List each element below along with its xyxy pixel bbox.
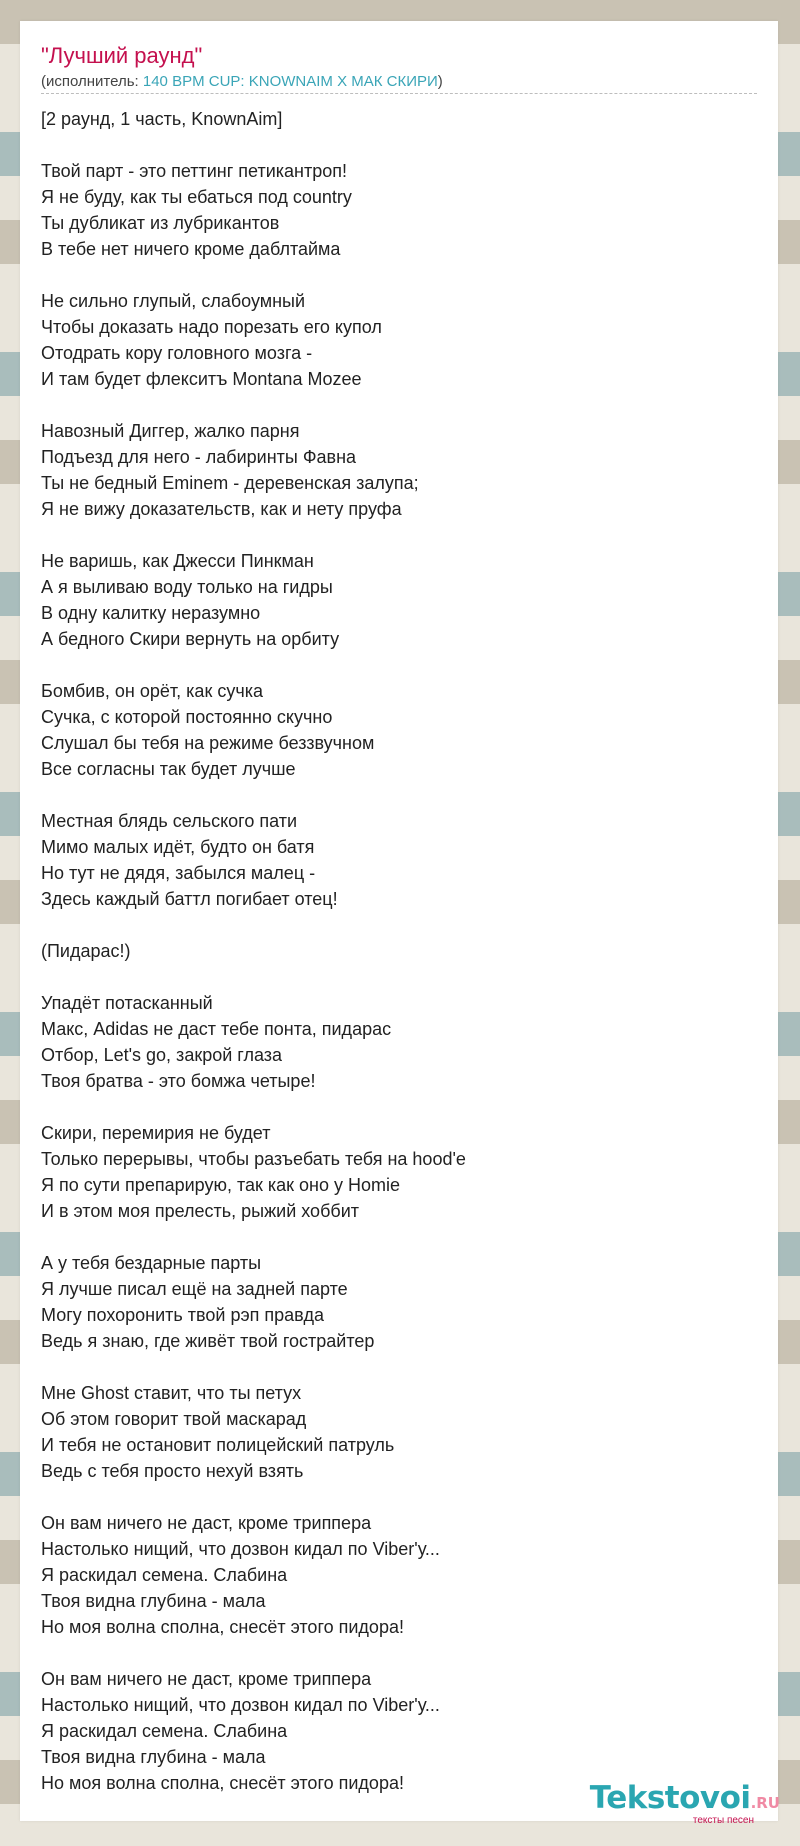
lyrics-line: Отодрать кору головного мозга - <box>41 343 313 363</box>
logo-subtitle: тексты песен <box>692 1815 754 1826</box>
lyrics-line: Чтобы доказать надо порезать его купол <box>41 317 382 337</box>
lyrics-line: И там будет флекситъ Montana Mozee <box>41 369 362 389</box>
song-title: "Лучший раунд" <box>41 43 203 68</box>
lyrics-stanza <box>41 990 757 1094</box>
lyrics-stanza <box>41 1666 757 1796</box>
lyrics-line: [2 раунд, 1 часть, KnownAim] <box>41 109 283 129</box>
lyrics-line: Мимо малых идёт, будто он батя <box>41 837 315 857</box>
lyrics-line: Слушал бы тебя на режиме беззвучном <box>41 733 375 753</box>
lyrics-line: Скири, перемирия не будет <box>41 1123 271 1143</box>
lyrics-stanza <box>41 1120 757 1224</box>
logo-tld: .RU <box>750 1794 780 1812</box>
lyrics-line: Все согласны так будет лучше <box>41 759 296 779</box>
lyrics-stanza <box>41 1510 757 1640</box>
lyrics-line: А бедного Скири вернуть на орбиту <box>41 629 340 649</box>
lyrics-line: Настолько нищий, что дозвон кидал по Viber'у... <box>41 1695 440 1715</box>
artist-prefix: (исполнитель: <box>41 73 143 90</box>
logo-name: Tekstovoi <box>589 1780 751 1816</box>
lyrics-stanza <box>41 548 757 652</box>
lyrics-line: Не сильно глупый, слабоумный <box>41 291 306 311</box>
lyrics-line: Я лучше писал ещё на задней парте <box>41 1279 348 1299</box>
lyrics-line: Я не вижу доказательств, как и нету пруфа <box>41 499 402 519</box>
header-divider <box>41 93 757 94</box>
lyrics-line: Макс, Adidas не даст тебе понта, пидарас <box>41 1019 392 1039</box>
lyrics-line: И в этом моя прелесть, рыжий хоббит <box>41 1201 359 1221</box>
lyrics-stanza <box>41 158 757 262</box>
lyrics-card <box>20 21 778 1821</box>
lyrics-line: Твоя видна глубина - мала <box>41 1747 266 1767</box>
lyrics-line: Я по сути препарирую, так как оно у Homie <box>41 1175 401 1195</box>
lyrics-line: Но тут не дядя, забылся малец - <box>41 863 316 883</box>
lyrics-line: А у тебя бездарные парты <box>41 1253 262 1273</box>
lyrics-line: В одну калитку неразумно <box>41 603 261 623</box>
lyrics-line: Ты не бедный Eminem - деревенская залупа; <box>41 473 419 493</box>
lyrics-line: Я не буду, как ты ебаться под country <box>41 187 352 207</box>
site-logo[interactable] <box>550 1780 780 1830</box>
lyrics-line: (Пидарас!) <box>41 941 131 961</box>
lyrics-line: Навозный Диггер, жалко парня <box>41 421 300 441</box>
lyrics-line: Сучка, с которой постоянно скучно <box>41 707 333 727</box>
lyrics-line: Ведь с тебя просто нехуй взять <box>41 1461 304 1481</box>
lyrics-line: Но моя волна сполна, снесёт этого пидора! <box>41 1773 404 1793</box>
artist-line <box>41 72 443 92</box>
lyrics-line: Бомбив, он орёт, как сучка <box>41 681 263 701</box>
lyrics-line: Мне Ghost ставит, что ты петух <box>41 1383 302 1403</box>
lyrics-line: Он вам ничего не даст, кроме триппера <box>41 1513 372 1533</box>
lyrics-stanza <box>41 808 757 912</box>
lyrics-line: Здесь каждый баттл погибает отец! <box>41 889 338 909</box>
lyrics-line: И тебя не остановит полицейский патруль <box>41 1435 395 1455</box>
lyrics-line: Настолько нищий, что дозвон кидал по Viber'у... <box>41 1539 440 1559</box>
lyrics-line: Отбор, Let's go, закрой глаза <box>41 1045 283 1065</box>
lyrics-line: Могу похоронить твой рэп правда <box>41 1305 325 1325</box>
lyrics-line: Упадёт потасканный <box>41 993 213 1013</box>
lyrics-stanza <box>41 106 757 132</box>
lyrics-body <box>41 106 757 1822</box>
lyrics-line: Твоя видна глубина - мала <box>41 1591 266 1611</box>
lyrics-line: А я выливаю воду только на гидры <box>41 577 333 597</box>
lyrics-line: Я раскидал семена. Слабина <box>41 1565 288 1585</box>
lyrics-stanza <box>41 288 757 392</box>
lyrics-line: Об этом говорит твой маскарад <box>41 1409 307 1429</box>
lyrics-line: Ты дубликат из лубрикантов <box>41 213 280 233</box>
lyrics-line: Подъезд для него - лабиринты Фавна <box>41 447 357 467</box>
lyrics-stanza <box>41 418 757 522</box>
lyrics-line: Я раскидал семена. Слабина <box>41 1721 288 1741</box>
artist-link[interactable]: 140 BPM CUP: KNOWNAIM X МАК СКИРИ <box>142 73 438 90</box>
lyrics-line: Он вам ничего не даст, кроме триппера <box>41 1669 372 1689</box>
lyrics-stanza <box>41 1250 757 1354</box>
lyrics-line: Ведь я знаю, где живёт твой гострайтер <box>41 1331 375 1351</box>
lyrics-line: Твой парт - это петтинг петикантроп! <box>41 161 347 181</box>
lyrics-stanza <box>41 1380 757 1484</box>
lyrics-line: Не варишь, как Джесси Пинкман <box>41 551 314 571</box>
lyrics-line: Твоя братва - это бомжа четыре! <box>41 1071 316 1091</box>
lyrics-line: В тебе нет ничего кроме даблтайма <box>41 239 341 259</box>
lyrics-line: Местная блядь сельского пати <box>41 811 298 831</box>
lyrics-line: Только перерывы, чтобы разъебать тебя на hood'e <box>41 1149 466 1169</box>
lyrics-line: Но моя волна сполна, снесёт этого пидора! <box>41 1617 404 1637</box>
lyrics-stanza <box>41 938 757 964</box>
artist-suffix: ) <box>437 73 443 90</box>
lyrics-stanza <box>41 678 757 782</box>
